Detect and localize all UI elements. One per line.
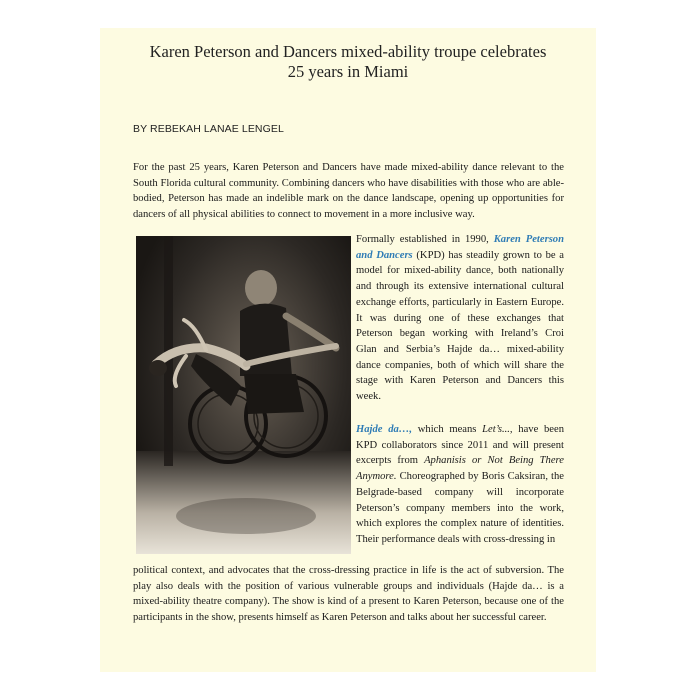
kpd-link[interactable]: Karen Peterson and Dancers [356,234,564,261]
p3-italic-lets: Let’s..., [482,424,513,435]
byline: BY REBEKAH LANAE LENGEL [133,123,284,135]
p3-text-b: have been KPD collaborators since 2011 and will present excerpts from [356,424,564,467]
article-headline [100,42,596,82]
paragraph-hajde-da [356,422,564,548]
headline-line-2: 25 years in Miami [287,62,409,81]
dance-photo-illustration [136,236,351,554]
p2-text-before: Formally established in 1990, [356,234,489,245]
hajde-da-link[interactable]: Hajde da…, [356,424,413,435]
headline-line-1: Karen Peterson and Dancers mixed-ability troupe celebrates [149,42,547,61]
p3-text-c: Choreographed by Boris Caksiran, the Belgrade-based company will incorporate Peterson’s company members into the work, which explores the complex nature of identities. Their performance deals with cross-dressing in [356,471,564,545]
paragraph-intro: For the past 25 years, Karen Peterson and Dancers have made mixed-ability dance relevant to the South Florida cultural community. Combining dancers who have disabilities with those who are able-bodied, Peterson has made an indelible mark on the dance landscape, opening up opportunities for dancers of all physical abilities to connect to movement in a more inclusive way. [133,162,564,221]
p3-italic-aphanisis: Aphanisis or Not Being There Anymore. [356,455,564,483]
paragraph-closing: political context, and advocates that the cross-dressing practice in life is the act of subversion. The play also deals with the position of various vulnerable groups and individuals (Hajde da… is a mixed-ability theatre company). The show is kind of a present to Karen Peterson, because one of the participants in the show, presents himself as Karen Peterson and talks about her successful career. [133,565,564,624]
p3-text-a: which means [417,424,477,435]
article-page [100,28,596,672]
paragraph-kpd [356,232,564,405]
dance-photo [136,236,351,554]
p2-text-after: (KPD) has steadily grown to be a model for mixed-ability dance, both nationally and through its extensive international cultural exchange efforts, particularly in Eastern Europe. It was during one of these exchanges that Peterson began working with Ireland’s Croi Glan and Serbia’s Hajde da… mixed-ability dance companies, both of which will share the stage with Karen Peterson and Dancers this week. [356,249,564,403]
